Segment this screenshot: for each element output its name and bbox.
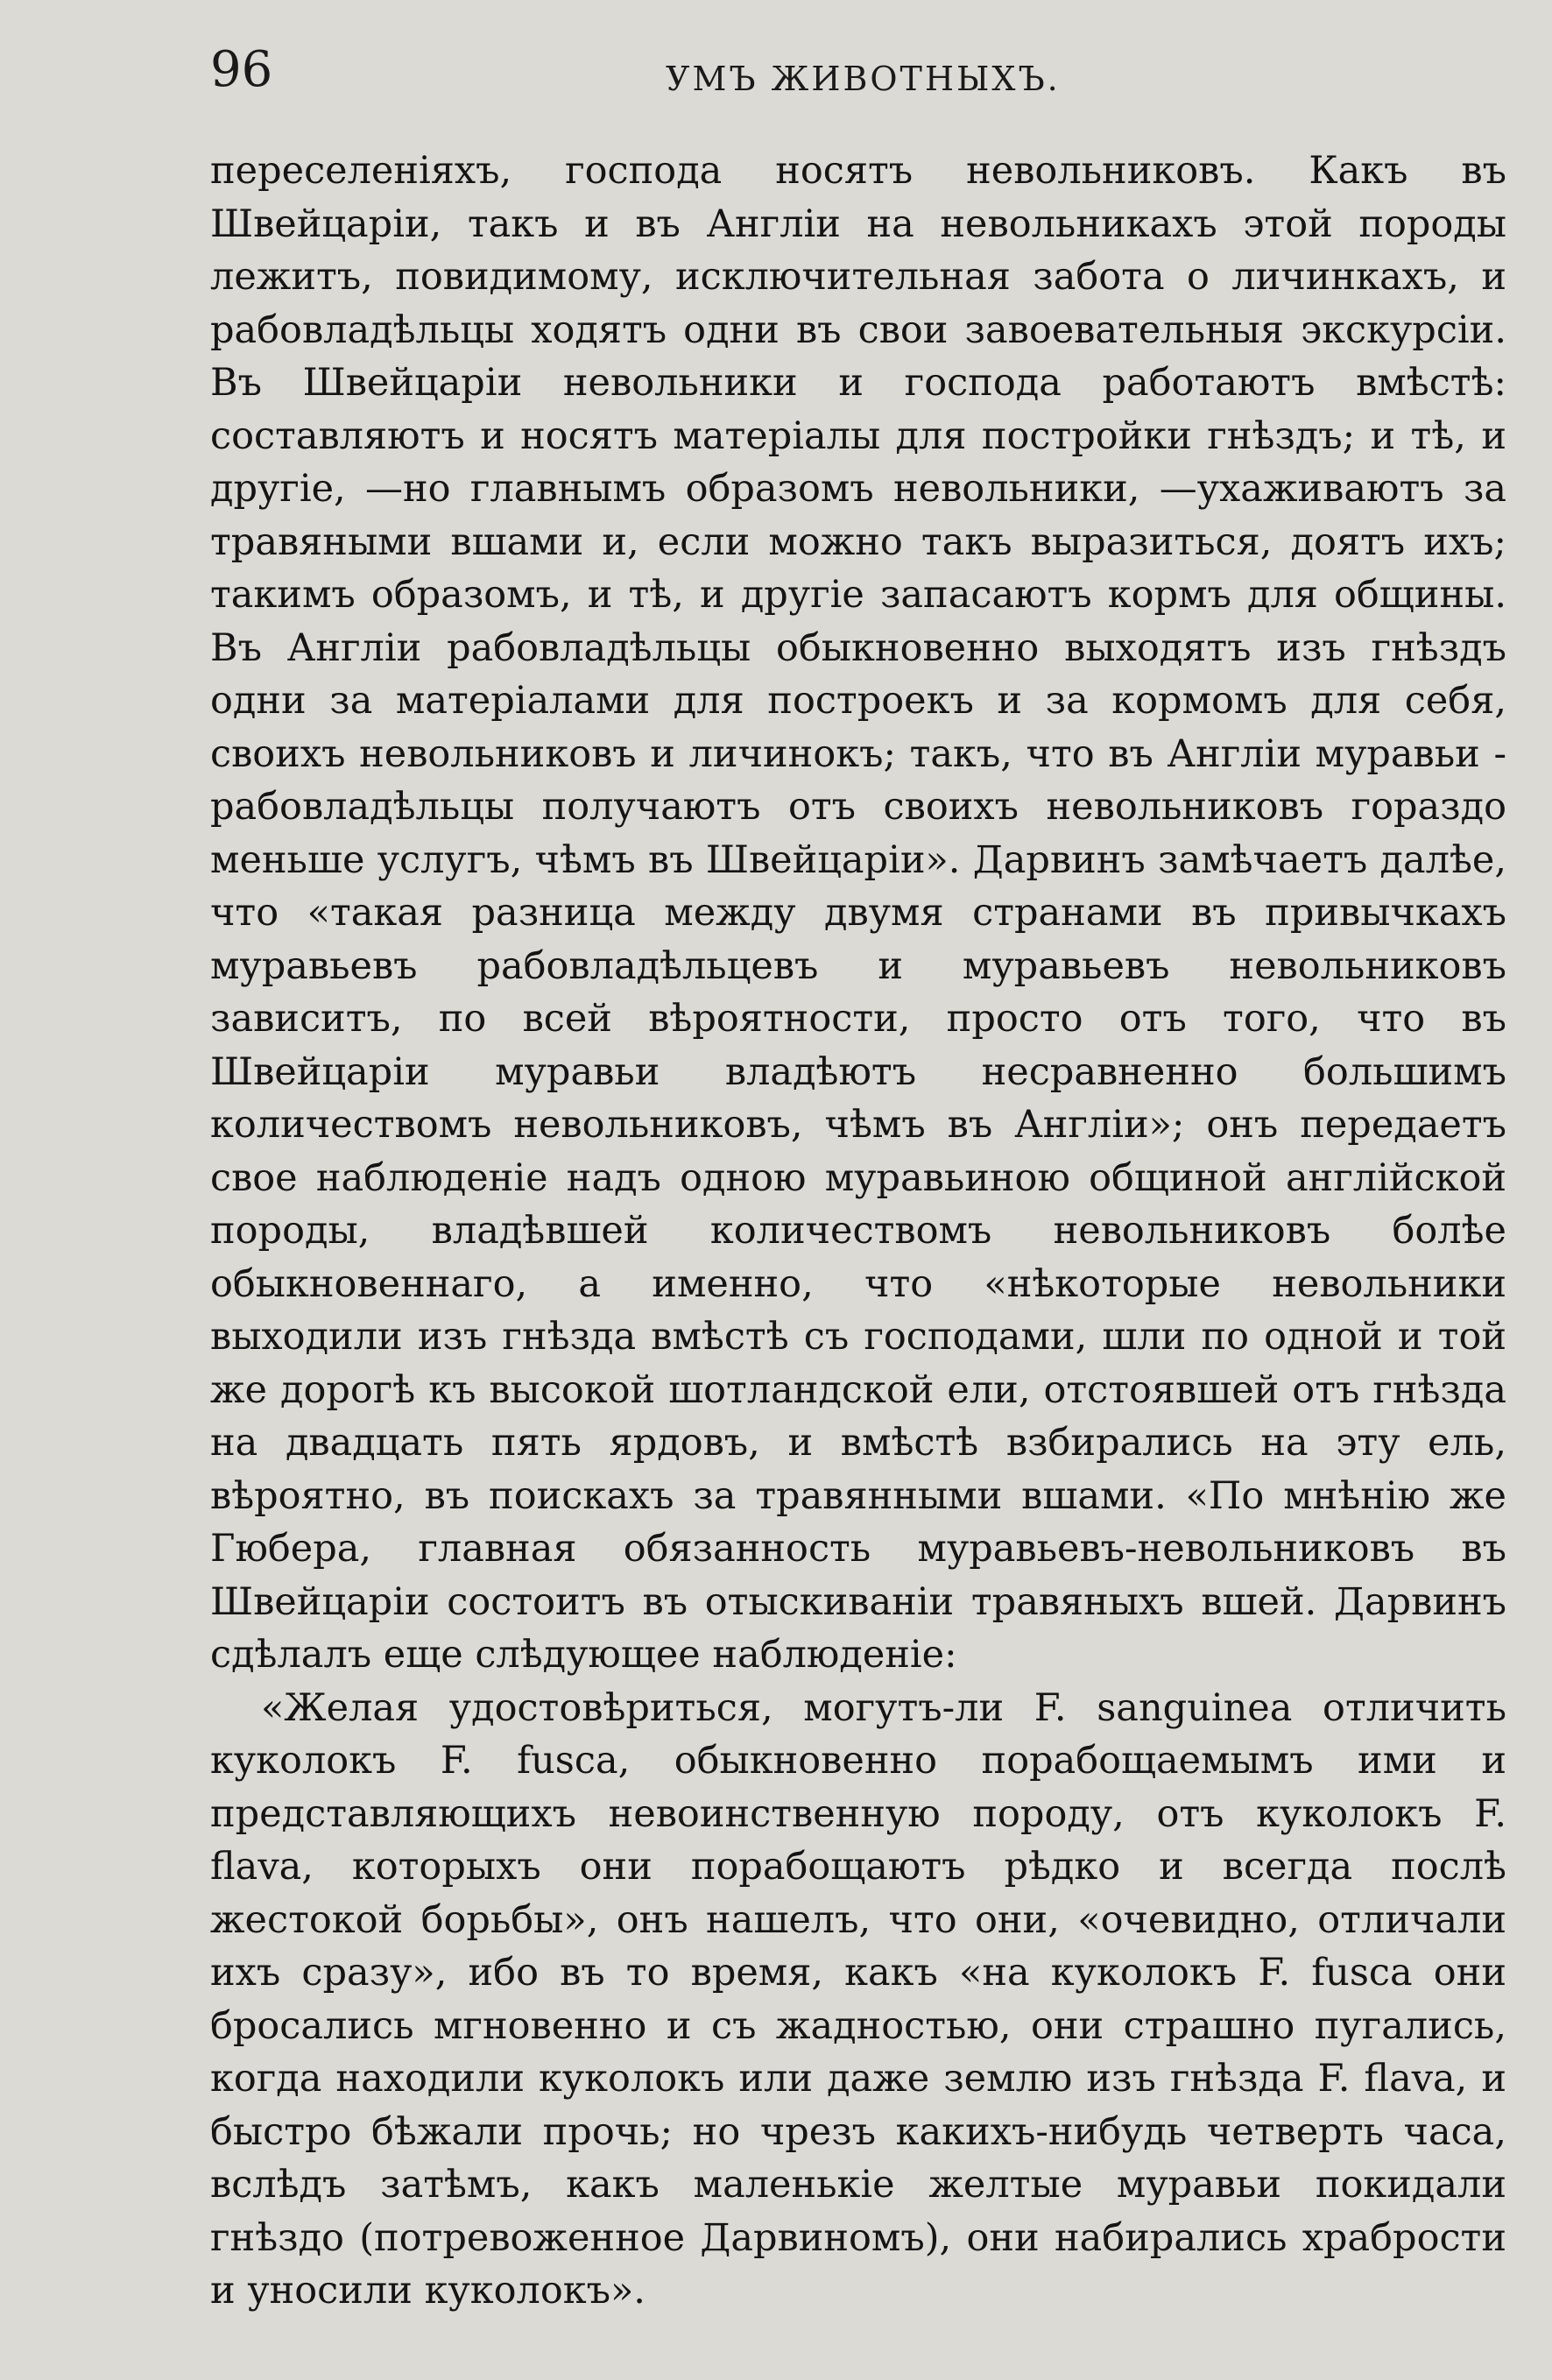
running-title: УМЪ ЖИВОТНЫХЪ.	[666, 60, 1061, 98]
body-paragraph-2: «Желая удостовѣриться, могутъ-ли F. sanguinea отличить куколокъ F. fusca, обыкновенно порабощаемымъ ими и представляющихъ невоинственную породу, отъ куколокъ F. flava, которыхъ они порабощаютъ рѣдко и всегда послѣ жестокой борьбы», онъ нашелъ, что они, «очевидно, отличали ихъ сразу», ибо въ то время, какъ «на куколокъ F. fusca они бросались мгновенно и съ жадностью, они страшно пугались, когда находили куколокъ или даже землю изъ гнѣзда F. flava, и быстро бѣжали прочь; но чрезъ какихъ-нибудь четверть часа, вслѣдъ затѣмъ, какъ маленькіе желтые муравьи покидали гнѣздо (потревоженное Дарвиномъ), они набирались храбрости и уносили куколокъ».	[210, 1685, 1506, 2313]
page-body	[210, 145, 1506, 2318]
page-number: 96	[210, 41, 273, 98]
page-header	[210, 41, 1506, 105]
body-paragraph-1: переселеніяхъ, господа носятъ невольниковъ. Какъ въ Швейцаріи, такъ и въ Англіи на невольникахъ этой породы лежитъ, повидимому, исключительная забота о личинкахъ, и рабовладѣльцы ходятъ одни въ свои завоевательныя экскурсіи. Въ Швейцаріи невольники и господа работаютъ вмѣстѣ: составляютъ и носятъ матеріалы для постройки гнѣздъ; и тѣ, и другіе, —но главнымъ образомъ невольники, —ухаживаютъ за травяными вшами и, если можно такъ выразиться, доятъ ихъ; такимъ образомъ, и тѣ, и другіе запасаютъ кормъ для общины. Въ Англіи рабовладѣльцы обыкновенно выходятъ изъ гнѣздъ одни за матеріалами для построекъ и за кормомъ для себя, своихъ невольниковъ и личинокъ; такъ, что въ Англіи муравьи - рабовладѣльцы получаютъ отъ своихъ невольниковъ гораздо меньше услугъ, чѣмъ въ Швейцаріи». Дарвинъ замѣчаетъ далѣе, что «такая разница между двумя странами въ привычкахъ муравьевъ рабовладѣльцевъ и муравьевъ невольниковъ зависитъ, по всей вѣроятности, просто отъ того, что въ Швейцаріи муравьи владѣютъ несравненно большимъ количествомъ невольниковъ, чѣмъ въ Англіи»; онъ передаетъ свое наблюденіе надъ одною муравьиною общиной англійской породы, владѣвшей количествомъ невольниковъ болѣе обыкновеннаго, а именно, что «нѣкоторые невольники выходили изъ гнѣзда вмѣстѣ съ господами, шли по одной и той же дорогѣ къ высокой шотландской ели, отстоявшей отъ гнѣзда на двадцать пять ярдовъ, и вмѣстѣ взбирались на эту ель, вѣроятно, въ поискахъ за травянными вшами. «По мнѣнію же Гюбера, главная обязанность муравьевъ-невольниковъ въ Швейцаріи состоитъ въ отыскиваніи травяныхъ вшей. Дарвинъ сдѣлалъ еще слѣдующее наблюденіе:	[210, 149, 1506, 1677]
